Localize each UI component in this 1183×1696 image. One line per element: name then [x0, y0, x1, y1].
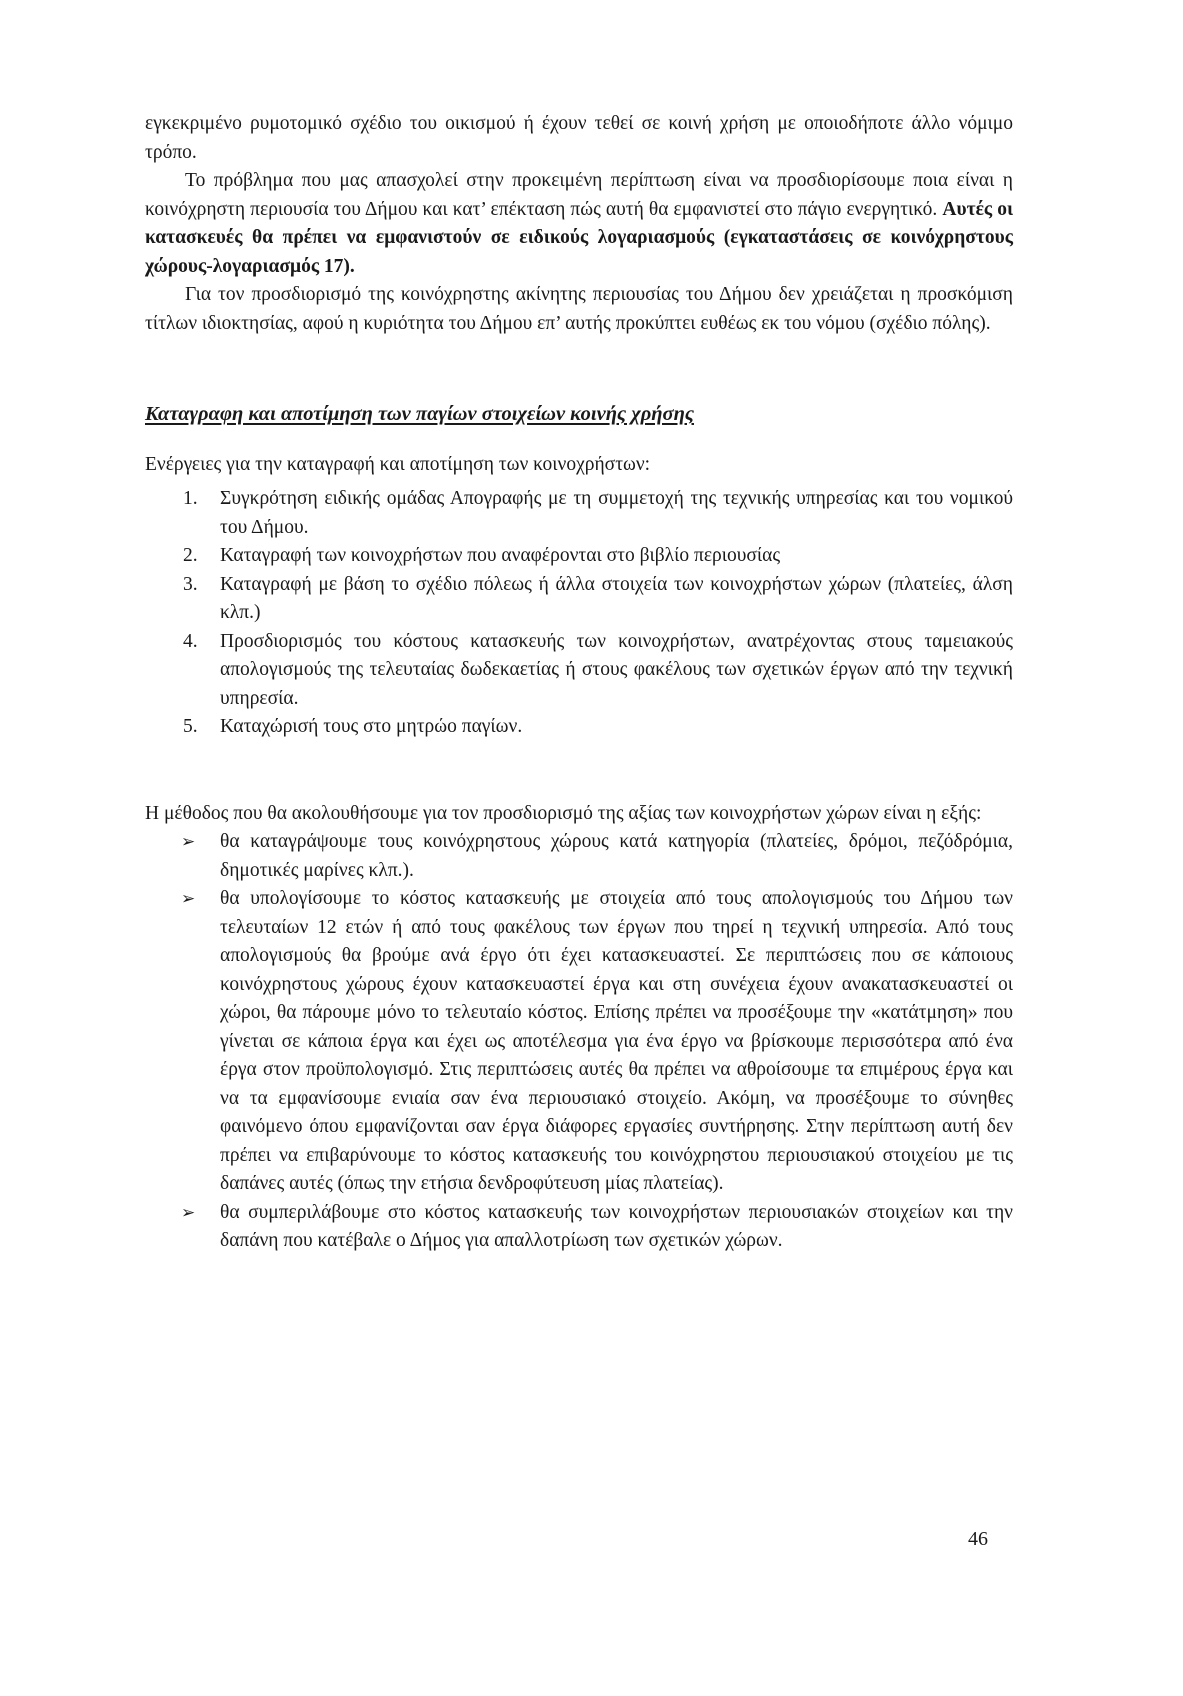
list-item-number: 3.	[183, 573, 198, 595]
list-item-text: Συγκρότηση ειδικής ομάδας Απογραφής με τη συμμετοχή της τεχνικής υπηρεσίας και του νομικού του Δήμου.	[220, 488, 1013, 538]
list-item-number: 2.	[183, 545, 198, 566]
paragraph-ownership: Για τον προσδιορισμό της κοινόχρηστης ακίνητης περιουσίας του Δήμου δεν χρειάζεται η προσκόμιση τίτλων ιδιοκτησίας, αφού η κυριότητα του Δήμου επ’ αυτής προκύπτει ευθέως εκ του νόμου (σχέδιο πόλης).	[145, 284, 1013, 334]
list-item-text: Καταγραφή με βάση το σχέδιο πόλεως ή άλλα στοιχεία των κοινοχρήστων χώρων (πλατείες, άλση κλπ.)	[220, 573, 1013, 623]
arrow-bullet-icon: ➢	[181, 1202, 196, 1223]
list-item	[145, 571, 1013, 628]
document-page	[145, 110, 1013, 1256]
arrow-bullet-icon: ➢	[181, 832, 196, 852]
bullet-item	[145, 828, 1013, 885]
bullet-item	[145, 885, 1013, 1199]
paragraph-continuation: εγκεκριμένο ρυμοτομικό σχέδιο του οικισμού ή έχουν τεθεί σε κοινή χρήση με οποιοδήποτε άλλο νόμιμο τρόπο.	[145, 113, 1013, 163]
section-title: Καταγραφη και αποτίμηση των παγίων στοιχείων κοινής χρήσης	[145, 403, 694, 425]
list-item	[145, 713, 1013, 742]
paragraph-problem-text: Το πρόβλημα που μας απασχολεί στην προκειμένη περίπτωση είναι να προσδιορίσουμε ποια είναι η κοινόχρηστη περιουσία του Δήμου και κατ’ επέκταση πώς αυτή θα εμφανιστεί στο πάγιο ενεργητικό.	[145, 170, 1013, 220]
list-item	[145, 542, 1013, 571]
paragraph-problem-bold: Αυτές οι κατασκευές θα πρέπει να εμφανιστούν σε ειδικούς λογαριασμούς (εγκαταστάσεις σε κοινόχρηστους χώρους-λογαριασμός 17).	[145, 198, 1013, 277]
bullet-text: θα υπολογίσουμε το κόστος κατασκευής με στοιχεία από τους απολογισμούς του Δήμου των τελευταίων 12 ετών ή από τους φακέλους των έργων που τηρεί η τεχνική υπηρεσία. Από τους απολογισμούς θα βρούμε ανά έργο ότι έχει κατασκευαστεί. Σε περιπτώσεις που σε κάποιους κοινόχρηστους χώρους έχουν κατασκευαστεί έργα και στη συνέχεια έχουν ανακατασκευαστεί οι χώροι, θα πάρουμε μόνο το τελευταίο κόστος. Επίσης πρέπει να προσέξουμε την «κατάτμηση» που γίνεται σε κάποια έργα και έχει ως αποτέλεσμα για ένα έργο να βρίσκουμε περισσότερα από ένα έργα στον προϋπολογισμό. Στις περιπτώσεις αυτές θα πρέπει να αθροίσουμε τα επιμέρους έργα και να τα εμφανίσουμε ενιαία σαν ένα περιουσιακό στοιχείο. Ακόμη, να προσέξουμε το σύνηθες φαινόμενο όπου εμφανίζονται σαν έργα διάφορες εργασίες συντήρησης. Στην περίπτωση αυτή δεν πρέπει να επιβαρύνουμε το κόστος κατασκευής του κοινόχρηστου περιουσιακού στοιχείου με τις δαπάνες αυτές (όπως την ετήσια δενδροφύτευση μίας πλατείας).	[220, 888, 1013, 1194]
method-intro: Η μέθοδος που θα ακολουθήσουμε για τον προσδιορισμό της αξίας των κοινοχρήστων χώρων είναι η εξής:	[145, 802, 982, 824]
bullet-text: θα συμπεριλάβουμε στο κόστος κατασκευής των κοινοχρήστων περιουσιακών στοιχείων και την δαπάνη που κατέβαλε ο Δήμος για απαλλοτρίωση των σχετικών χώρων.	[220, 1201, 1013, 1251]
actions-intro: Ενέργειες για την καταγραφή και αποτίμηση των κοινοχρήστων:	[145, 453, 651, 475]
list-item-number: 1.	[183, 488, 198, 509]
bullet-item	[145, 1199, 1013, 1256]
arrow-bullet-icon: ➢	[181, 889, 196, 909]
bullet-text: θα καταγράψουμε τους κοινόχρηστους χώρους κατά κατηγορία (πλατείες, δρόμοι, πεζόδρόμια, δημοτικές μαρίνες κλπ.).	[220, 831, 1013, 881]
list-item-number: 4.	[183, 630, 198, 652]
list-item-text: Καταγραφή των κοινοχρήστων που αναφέρονται στο βιβλίο περιουσίας	[220, 545, 781, 566]
list-item-number: 5.	[183, 716, 198, 737]
page-number: 46	[968, 1528, 988, 1550]
list-item	[145, 628, 1013, 714]
steps-list	[145, 485, 1013, 742]
list-item-text: Προσδιορισμός του κόστους κατασκευής των κοινοχρήστων, ανατρέχοντας στους ταμειακούς απολογισμούς της τελευταίας δωδεκαετίας ή στους φακέλους των σχετικών έργων από την τεχνική υπηρεσία.	[220, 630, 1013, 709]
method-bullets	[145, 828, 1013, 1256]
list-item	[145, 485, 1013, 542]
paragraph-problem	[145, 167, 1013, 281]
list-item-text: Καταχώρισή τους στο μητρώο παγίων.	[220, 716, 523, 737]
